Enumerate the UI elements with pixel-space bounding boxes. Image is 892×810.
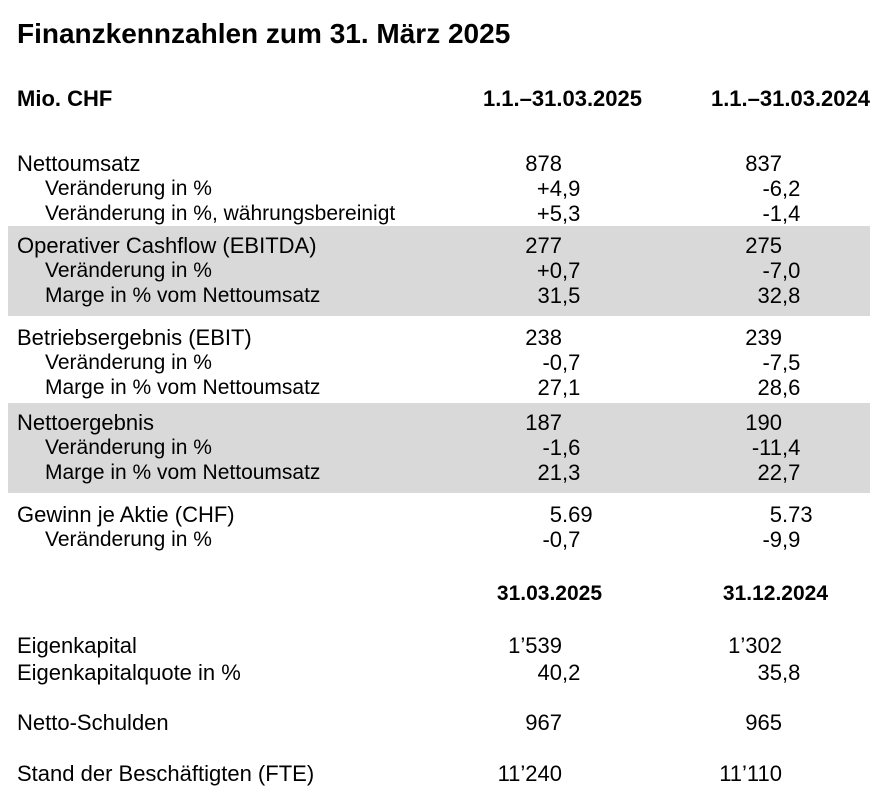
row-label: Veränderung in % — [45, 259, 212, 282]
value-col2: -11 ,4 — [751, 435, 801, 460]
row-label: Veränderung in % — [45, 528, 212, 551]
value-col2: 190 — [745, 410, 782, 435]
value-col2: 5 .73 — [769, 502, 813, 527]
row-label: Eigenkapital — [17, 633, 137, 658]
value-col1: +0 ,7 — [536, 258, 581, 283]
value-col1: -1 ,6 — [542, 435, 581, 460]
row-label: Veränderung in % — [45, 436, 212, 459]
value-col1: 40 ,2 — [537, 660, 581, 685]
page-title: Finanzkennzahlen zum 31. März 2025 — [17, 18, 511, 49]
date-header-spacer — [17, 583, 440, 605]
value-col1: 277 — [525, 233, 562, 258]
value-col2: -7 ,0 — [762, 258, 801, 283]
row-label: Nettoergebnis — [17, 410, 154, 435]
table-row — [17, 632, 870, 659]
row-label: Betriebsergebnis (EBIT) — [17, 325, 252, 350]
value-col1: 21 ,3 — [537, 460, 581, 485]
unit-label: Mio. CHF — [17, 86, 113, 111]
value-col2: -7 ,5 — [762, 350, 801, 375]
value-col2: -6 ,2 — [762, 176, 801, 201]
table-row — [17, 659, 870, 686]
value-col1: 878 — [525, 151, 562, 176]
value-col2: 837 — [745, 151, 782, 176]
value-col1: -0 ,7 — [542, 527, 581, 552]
table-row — [17, 233, 870, 258]
value-col1: 1’539 — [508, 633, 562, 658]
table-row — [17, 325, 870, 350]
value-col2: -1 ,4 — [762, 201, 801, 226]
table-row — [17, 283, 870, 308]
value-col2: 1’302 — [728, 633, 782, 658]
table-row — [17, 527, 870, 552]
section-eigenkapital — [17, 632, 870, 686]
section-gewinn-je-aktie — [17, 502, 870, 552]
table-row — [17, 151, 870, 176]
value-col2: 11’110 — [719, 761, 782, 786]
row-label: Marge in % vom Nettoumsatz — [45, 376, 321, 399]
row-label: Veränderung in %, währungsbereinigt — [45, 202, 396, 225]
row-label: Netto-Schulden — [17, 710, 169, 735]
value-col1: 27 ,1 — [537, 375, 581, 400]
section-ebitda — [8, 226, 870, 316]
table-row — [17, 502, 870, 527]
value-col1: 238 — [525, 325, 562, 350]
section-ebit — [17, 325, 870, 400]
value-col1: 967 — [525, 710, 562, 735]
value-col2: 965 — [745, 710, 782, 735]
period-header-row — [17, 88, 870, 110]
period-header-2024: 1.1.–31.03.2024 — [710, 86, 870, 111]
row-label: Veränderung in % — [45, 351, 212, 374]
table-row — [17, 760, 870, 787]
value-col1: 11’240 — [497, 761, 562, 786]
value-col2: 32 ,8 — [757, 283, 801, 308]
table-row — [17, 709, 870, 736]
table-row — [17, 375, 870, 400]
table-row — [17, 350, 870, 375]
period-header-2025: 1.1.–31.03.2025 — [482, 86, 642, 111]
row-label: Marge in % vom Nettoumsatz — [45, 461, 321, 484]
section-nettoumsatz — [17, 151, 870, 226]
value-col2: 22 ,7 — [757, 460, 801, 485]
section-netto-schulden — [17, 709, 870, 736]
row-label: Gewinn je Aktie (CHF) — [17, 502, 235, 527]
section-nettoergebnis — [8, 403, 870, 493]
table-row — [17, 176, 870, 201]
row-label: Stand der Beschäftigten (FTE) — [17, 761, 315, 786]
row-label: Veränderung in % — [45, 177, 212, 200]
value-col1: 187 — [525, 410, 562, 435]
value-col2: 35 ,8 — [757, 660, 801, 685]
value-col1: +4 ,9 — [536, 176, 581, 201]
date-header-row — [17, 583, 870, 605]
value-col1: +5 ,3 — [536, 201, 581, 226]
table-row — [17, 410, 870, 435]
value-col1: 31 ,5 — [537, 283, 581, 308]
table-row — [17, 460, 870, 485]
table-row — [17, 201, 870, 226]
value-col2: 275 — [745, 233, 782, 258]
table-row — [17, 435, 870, 460]
row-label: Marge in % vom Nettoumsatz — [45, 284, 321, 307]
section-beschaeftigte — [17, 760, 870, 787]
table-row — [17, 258, 870, 283]
value-col2: -9 ,9 — [762, 527, 801, 552]
row-label: Eigenkapitalquote in % — [17, 660, 241, 685]
row-label: Operativer Cashflow (EBITDA) — [17, 233, 317, 258]
value-col2: 28 ,6 — [757, 375, 801, 400]
row-label: Nettoumsatz — [17, 151, 141, 176]
value-col1: -0 ,7 — [542, 350, 581, 375]
date-header-2024: 31.12.2024 — [722, 582, 828, 605]
value-col2: 239 — [745, 325, 782, 350]
value-col1: 5 .69 — [549, 502, 593, 527]
date-header-2025: 31.03.2025 — [496, 582, 602, 605]
